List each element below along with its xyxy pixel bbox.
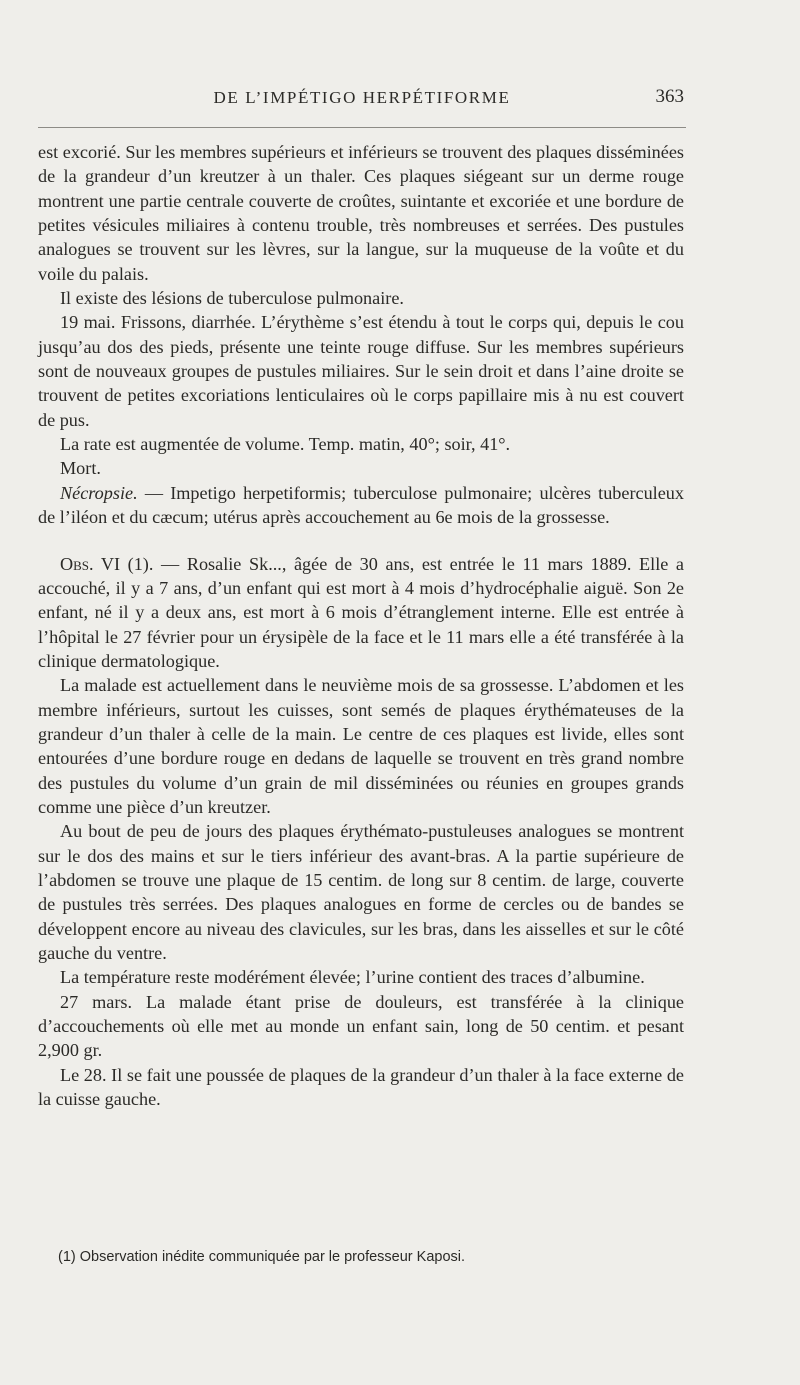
paragraph-continuation: est excorié. Sur les membres supérieurs et inférieurs se trouvent des plaques disséminées de la grandeur d’un kreutzer à un thaler. Ces plaques siégeant sur un derme rouge montrent une partie centrale couverte de croûtes, suintante et excoriée et une bordure de petites vésicules miliaires à contenu trouble, très nombreuses et serrées. Des pustules analogues se trouvent sur les lèvres, sur la langue, sur la muqueuse de la voûte et du voile du palais. [38,142,684,284]
section-gap [38,530,684,552]
paragraph-au-bout: Au bout de peu de jours des plaques érythémato-pustuleuses analogues se montrent sur le dos des mains et sur le tiers inférieur des avant-bras. A la partie supérieure de l’abdomen se trouve une plaque de 15 centim. de long sur 8 centim. de large, couverte de pustules très serrées. Des plaques analogues en forme de cercles ou de bandes se développent encore au niveau des clavicules, sur les bras, dans les aisselles et sur le côté gauche du ventre. [38,821,684,963]
paragraph-necropsie [38,481,684,530]
necropsie-text: — Impetigo herpetiformis; tuberculose pulmonaire; ulcères tuberculeux de l’iléon et du cæcum; utérus après accouchement au 6e mois de la grossesse. [38,482,684,528]
paragraph-le-28: Le 28. Il se fait une poussée de plaques de la grandeur d’un thaler à la face externe de la cuisse gauche. [38,1064,684,1110]
footnote: (1) Observation inédite communiquée par le professeur Kaposi. [58,1249,466,1265]
paragraph-observation-vi [38,552,684,674]
observation-text: — Rosalie Sk..., âgée de 30 ans, est entrée le 11 mars 1889. Elle a accouché, il y a 7 ans, d’un enfant qui est mort à 4 mois d’hydrocéphalie aiguë. Son 2e enfant, né il y a deux ans, est mort à 6 mois d’étranglement interne. Elle est entrée à l’hôpital le 27 février pour un érysipèle de la face et le 11 mars elle a été transférée à la clinique dermatologique. [38,553,684,671]
paragraph-19-mai: 19 mai. Frissons, diarrhée. L’érythème s’est étendu à tout le corps qui, depuis le cou jusqu’au dos des pieds, présente une teinte rouge diffuse. Sur les membres supérieurs sont de nouveaux groupes de pustules miliaires. Sur le sein droit et dans l’aine droite se trouvent de petites excoriations lenticulaires où le corps papillaire mis à nu est couvert de pus. [38,312,684,430]
necropsie-label: Nécropsie. [60,482,138,503]
observation-label: Obs. VI (1). [60,553,154,574]
body-text [38,140,684,1111]
paragraph-27-mars: 27 mars. La malade étant prise de douleurs, est transférée à la clinique d’accouchements où elle met au monde un enfant sain, long de 50 centim. et pesant 2,900 gr. [38,991,684,1061]
paragraph-rate: La rate est augmentée de volume. Temp. matin, 40°; soir, 41°. [60,434,511,455]
paragraph-mort: Mort. [60,458,101,479]
running-title: DE L’IMPÉTIGO HERPÉTIFORME [213,88,511,107]
header-rule [38,127,686,128]
page-header [40,86,684,112]
paragraph-temperature: La température reste modérément élevée; l’urine contient des traces d’albumine. [60,967,645,988]
page-number: 363 [655,86,684,107]
paragraph-tuberculosis: Il existe des lésions de tuberculose pulmonaire. [60,288,404,309]
paragraph-malade: La malade est actuellement dans le neuvième mois de sa grossesse. L’abdomen et les membre inférieurs, surtout les cuisses, sont semés de plaques érythémateuses de la grandeur d’un thaler à celle de la main. Le centre de ces plaques est livide, elles sont entourées d’une bordure rouge en dedans de laquelle se trouvent en très grand nombre des pustules du volume d’un grain de mil disséminées ou réunies en groupes grands comme une pièce d’un kreutzer. [38,675,684,817]
